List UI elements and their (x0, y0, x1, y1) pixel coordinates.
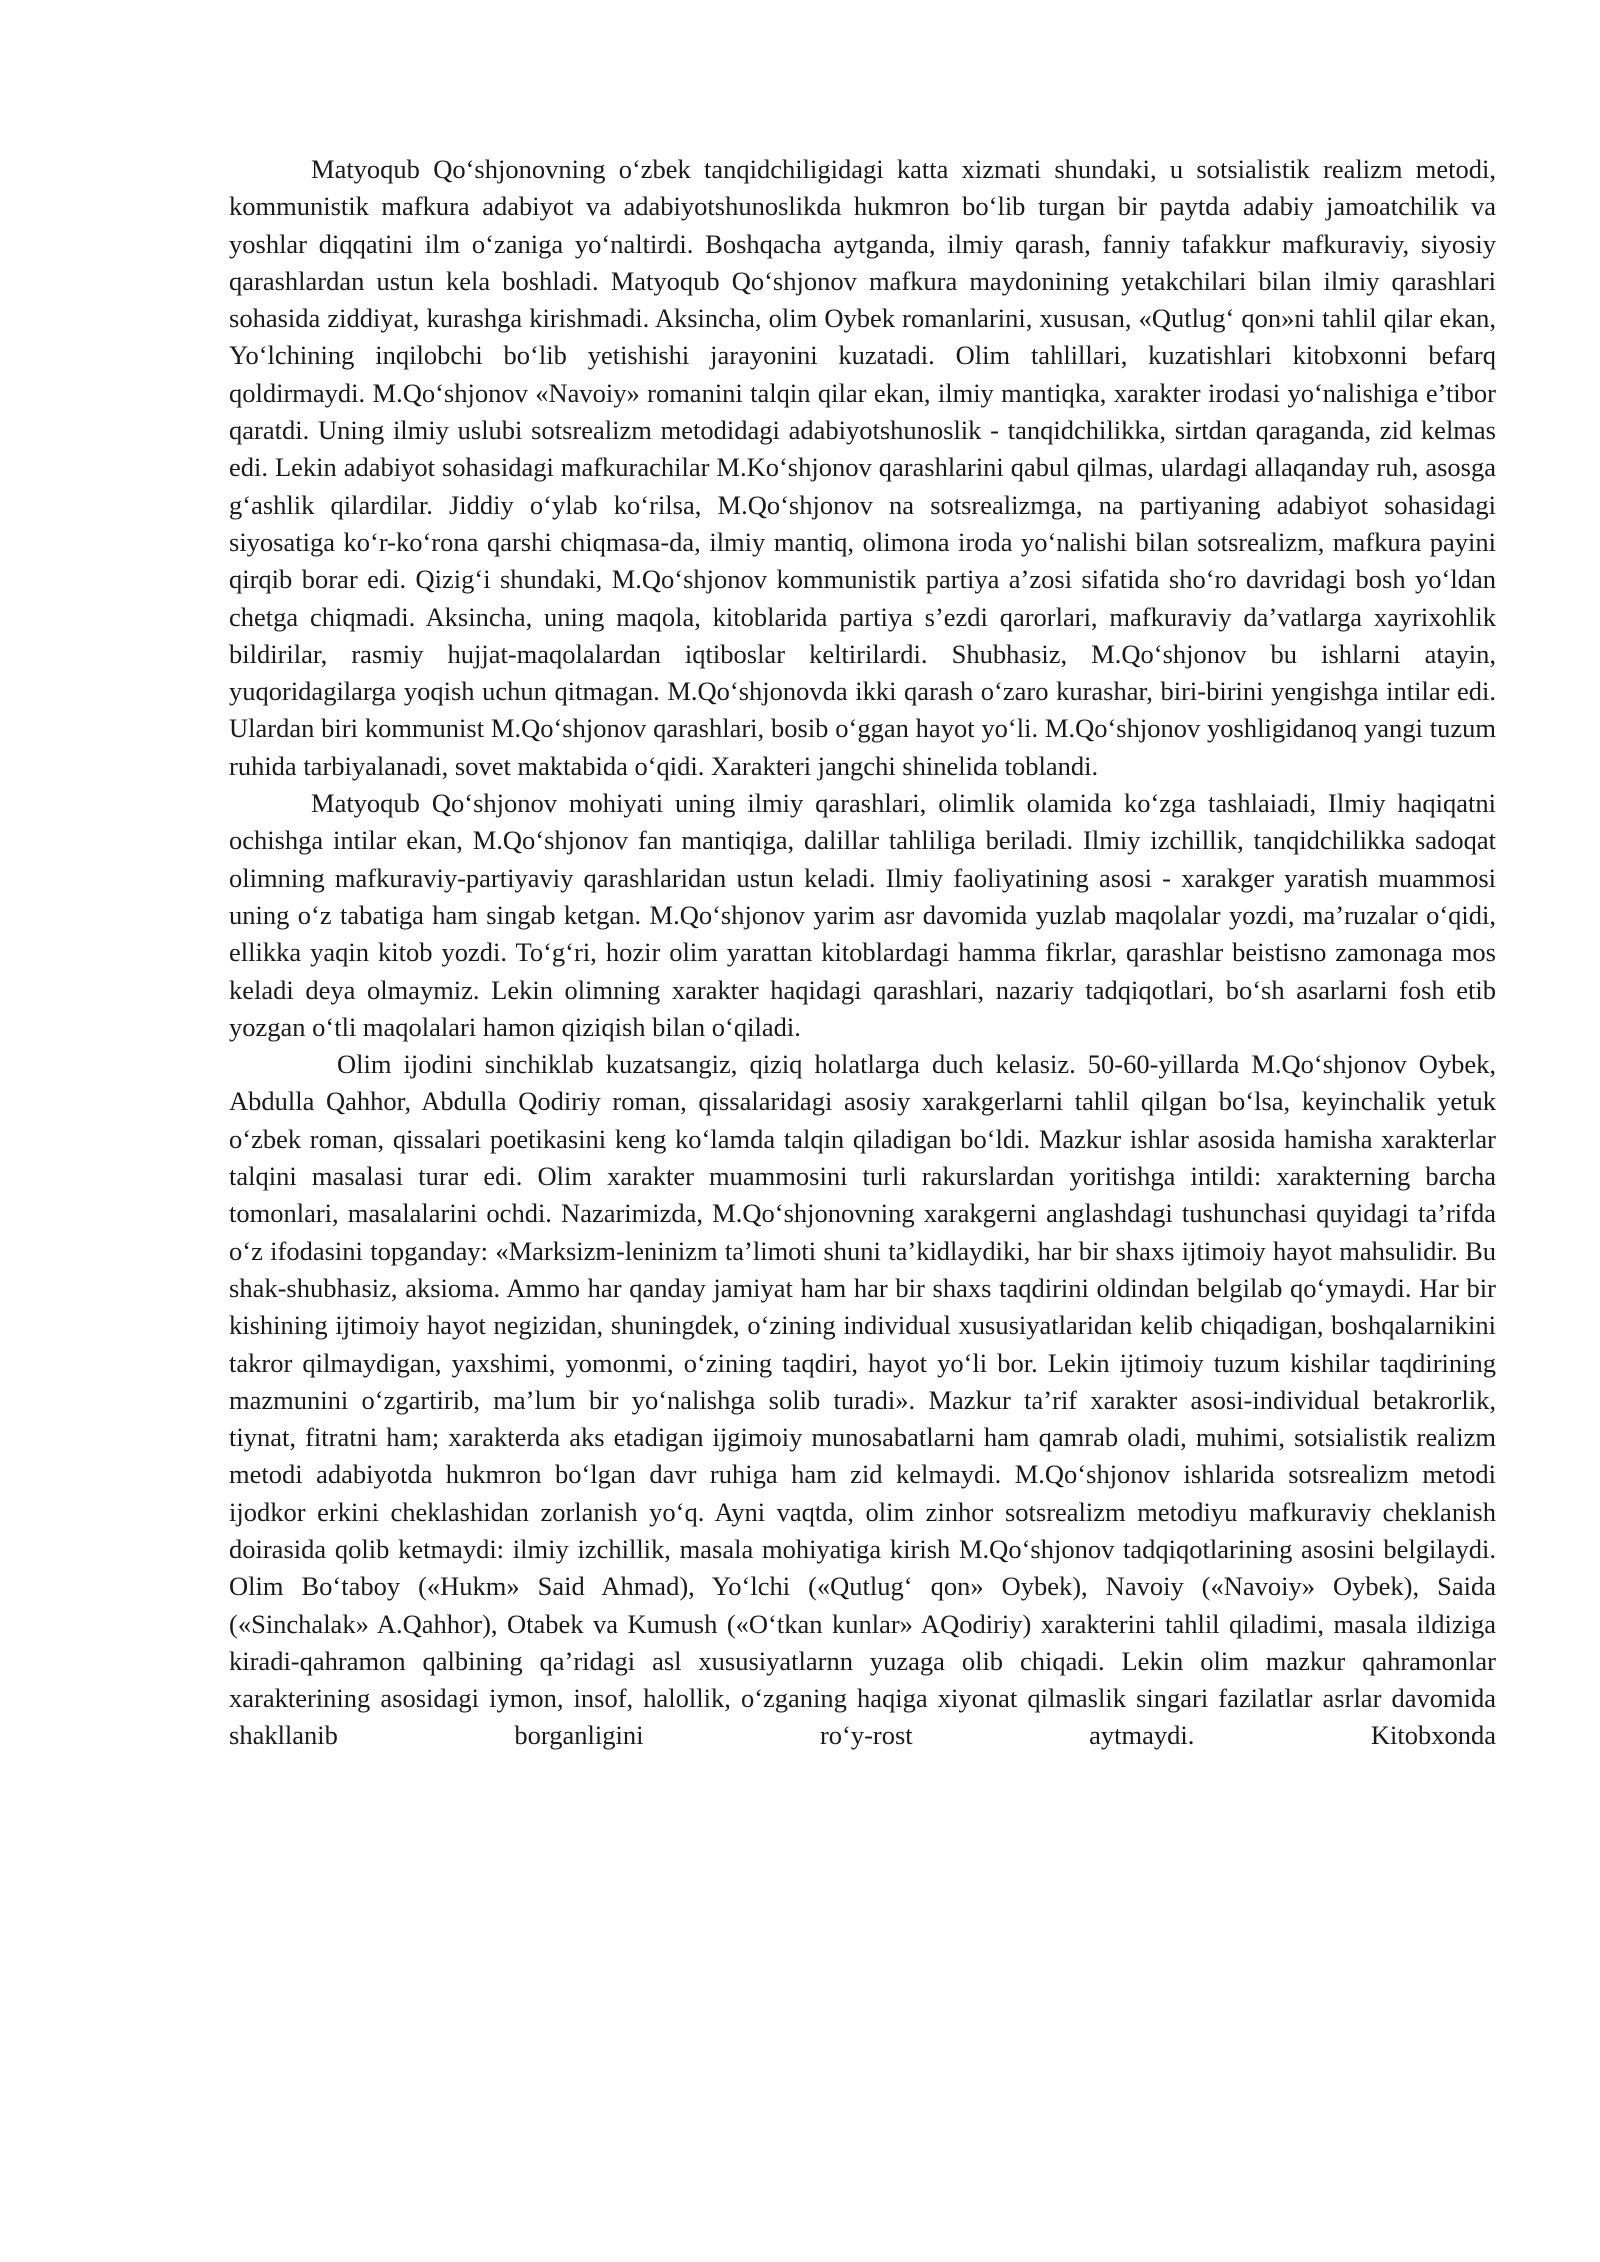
paragraph-3: Olim ijodini sinchiklab kuzatsangiz, qiziq holatlarga duch kelasiz. 50-60-yillarda M.Qo‘shjonov Oybek, Abdulla Qahhor, Abdulla Qodiriy roman, qissalaridagi asosiy xarakgerlarni tahlil qilgan bo‘lsa, keyinchalik yetuk o‘zbek roman, qissalari poetikasini keng ko‘lamda talqin qiladigan bo‘ldi. Mazkur ishlar asosida hamisha xarakterlar talqini masalasi turar edi. Olim xarakter muammosini turli rakurslardan yoritishga intildi: xarakterning barcha tomonlari, masalalarini ochdi. Nazarimizda, M.Qo‘shjonovning xarakgerni anglashdagi tushunchasi quyidagi ta’rifda o‘z ifodasini topganday: «Marksizm-leninizm ta’limoti shuni ta’kidlaydiki, har bir shaxs ijtimoiy hayot mahsulidir. Bu shak-shubhasiz, aksioma. Ammo har qanday jamiyat ham har bir shaxs taqdirini oldindan belgilab qo‘ymaydi. Har bir kishining ijtimoiy hayot negizidan, shuningdek, o‘zining individual xususiyatlaridan kelib chiqadigan, boshqalarnikini takror qilmaydigan, yaxshimi, yomonmi, o‘zining taqdiri, hayot yo‘li bor. Lekin ijtimoiy tuzum kishilar taqdirining mazmunini o‘zgartirib, ma’lum bir yo‘nalishga solib turadi». Mazkur ta’rif xarakter asosi-individual betakrorlik, tiynat, fitratni ham; xarakterda aks etadigan ijgimoiy munosabatlarni ham qamrab oladi, muhimi, sotsialistik realizm metodi adabiyotda hukmron bo‘lgan davr ruhiga ham zid kelmaydi. M.Qo‘shjonov ishlarida sotsrealizm metodi ijodkor erkini cheklashidan zorlanish yo‘q. Ayni vaqtda, olim zinhor sotsrealizm metodiyu mafkuraviy cheklanish doirasida qolib ketmaydi: ilmiy izchillik, masala mohiyatiga kirish M.Qo‘shjonov tadqiqotlarining asosini belgilaydi. Olim Bo‘taboy («Hukm» Said Ahmad), Yo‘lchi («Qutlug‘ qon» Oybek), Navoiy («Navoiy» Oybek), Saida («Sinchalak» A.Qahhor), Otabek va Kumush («O‘tkan kunlar» AQodiriy) xarakterini tahlil qiladimi, masala ildiziga kiradi-qahramon qalbining qa’ridagi asl xususiyatlarnn yuzaga olib chiqadi. Lekin olim mazkur qahramonlar xarakterining asosidagi iymon, insof, halollik, o‘zganing haqiga xiyonat qilmaslik singari fazilatlar asrlar davomida shakllanib borganligini ro‘y-rost aytmaydi. Kitobxonda (229, 1049, 1496, 1751)
document-body (229, 151, 1496, 1755)
paragraph-1: Matyoqub Qo‘shjonovning o‘zbek tanqidchiligidagi katta xizmati shundaki, u sotsialistik realizm metodi, kommunistik mafkura adabiyot va adabiyotshunoslikda hukmron bo‘lib turgan bir paytda adabiy jamoatchilik va yoshlar diqqatini ilm o‘zaniga yo‘naltirdi. Boshqacha aytganda, ilmiy qarash, fanniy tafakkur mafkuraviy, siyosiy qarashlardan ustun kela boshladi. Matyoqub Qo‘shjonov mafkura maydonining yetakchilari bilan ilmiy qarashlari sohasida ziddiyat, kurashga kirishmadi. Aksincha, olim Oybek romanlarini, xususan, «Qutlug‘ qon»ni tahlil qilar ekan, Yo‘lchining inqilobchi bo‘lib yetishishi jarayonini kuzatadi. Olim tahlillari, kuzatishlari kitobxonni befarq qoldirmaydi. M.Qo‘shjonov «Navoiy» romanini talqin qilar ekan, ilmiy mantiqka, xarakter irodasi yo‘nalishiga e’tibor qaratdi. Uning ilmiy uslubi sotsrealizm metodidagi adabiyotshunoslik - tanqidchilikka, sirtdan qaraganda, zid kelmas edi. Lekin adabiyot sohasidagi mafkurachilar M.Ko‘shjonov qarashlarini qabul qilmas, ulardagi allaqanday ruh, asosga g‘ashlik qilardilar. Jiddiy o‘ylab ko‘rilsa, M.Qo‘shjonov na sotsrealizmga, na partiyaning adabiyot sohasidagi siyosatiga ko‘r-ko‘rona qarshi chiqmasa-da, ilmiy mantiq, olimona iroda yo‘nalishi bilan sotsrealizm, mafkura payini qirqib borar edi. Qizig‘i shundaki, M.Qo‘shjonov kommunistik partiya a’zosi sifatida sho‘ro davridagi bosh yo‘ldan chetga chiqmadi. Aksincha, uning maqola, kitoblarida partiya s’ezdi qarorlari, mafkuraviy da’vatlarga xayrixohlik bildirilar, rasmiy hujjat-maqolalardan iqtiboslar keltirilardi. Shubhasiz, M.Qo‘shjonov bu ishlarni atayin, yuqoridagilarga yoqish uchun qitmagan. M.Qo‘shjonovda ikki qarash o‘zaro kurashar, biri-birini yengishga intilar edi. Ulardan biri kommunist M.Qo‘shjonov qarashlari, bosib o‘ggan hayot yo‘li. M.Qo‘shjonov yoshligidanoq yangi tuzum ruhida tarbiyalanadi, sovet maktabida o‘qidi. Xarakteri jangchi shinelida toblandi. (229, 154, 1496, 781)
paragraph-2: Matyoqub Qo‘shjonov mohiyati uning ilmiy qarashlari, olimlik olamida ko‘zga tashlaiadi, Ilmiy haqiqatni ochishga intilar ekan, M.Qo‘shjonov fan mantiqiga, dalillar tahliliga beriladi. Ilmiy izchillik, tanqidchilikka sadoqat olimning mafkuraviy-partiyaviy qarashlaridan ustun keladi. Ilmiy faoliyatining asosi - xarakger yaratish muammosi uning o‘z tabatiga ham singab ketgan. M.Qo‘shjonov yarim asr davomida yuzlab maqolalar yozdi, ma’ruzalar o‘qidi, ellikka yaqin kitob yozdi. To‘g‘ri, hozir olim yarattan kitoblardagi hamma fikrlar, qarashlar beistisno zamonaga mos keladi deya olmaymiz. Lekin olimning xarakter haqidagi qarashlari, nazariy tadqiqotlari, bo‘sh asarlarni fosh etib yozgan o‘tli maqolalari hamon qiziqish bilan o‘qiladi. (229, 788, 1496, 1042)
